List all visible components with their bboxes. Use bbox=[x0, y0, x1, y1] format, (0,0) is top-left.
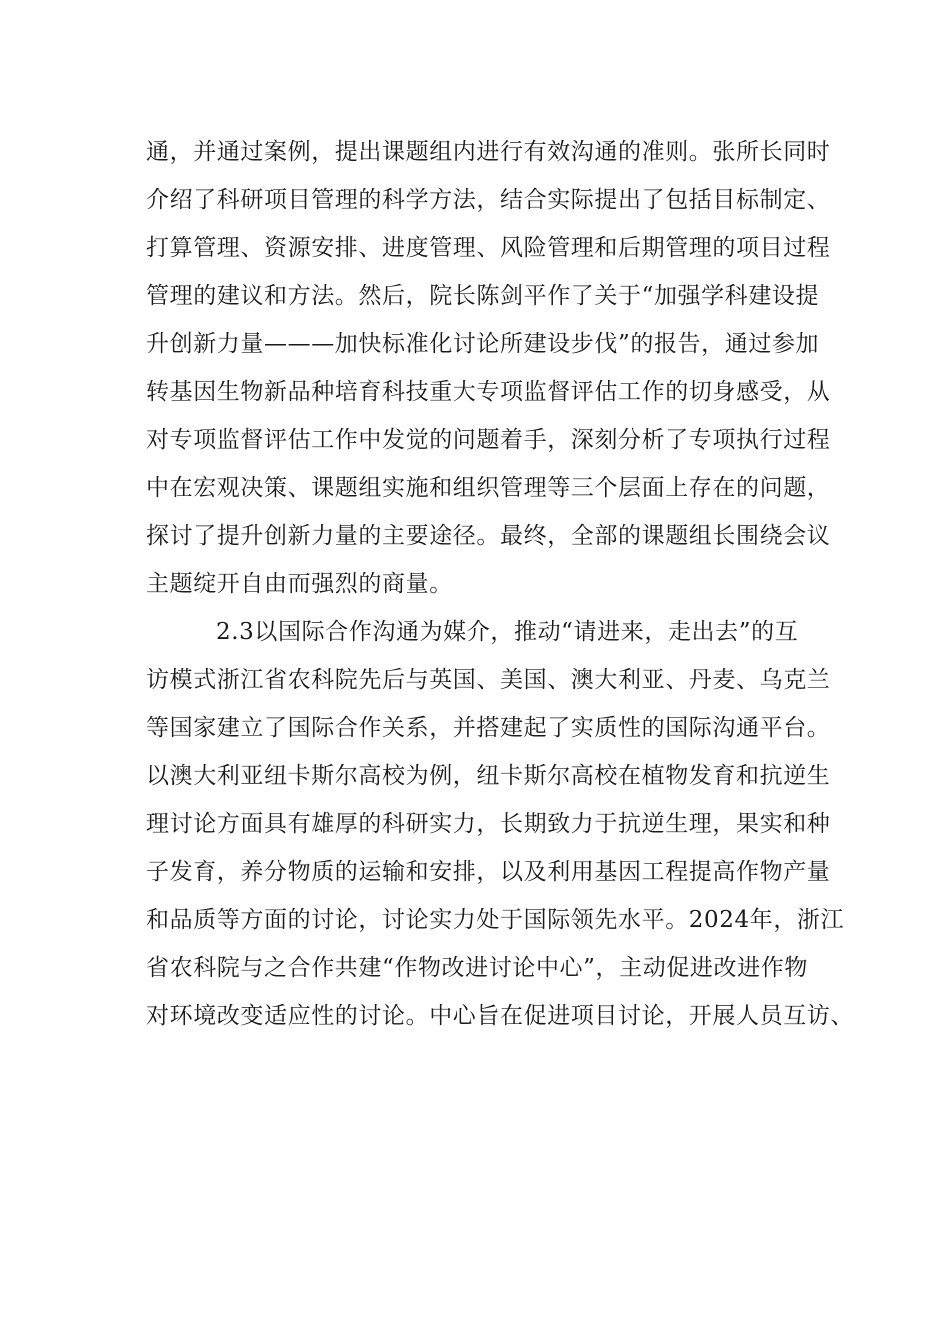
text-line: 升创新力量———加快标准化讨论所建设步伐”的报告，通过参加 bbox=[146, 331, 820, 357]
text-line: 对环境改变适应性的讨论。中心旨在促进项目讨论，开展人员互访、 bbox=[146, 1003, 854, 1029]
text-line: 子发育，养分物质的运输和安排，以及利用基因工程提高作物产量 bbox=[146, 859, 831, 885]
text-line: 主题绽开自由而强烈的商量。 bbox=[146, 571, 453, 597]
text-line: 访模式浙江省农科院先后与英国、美国、澳大利亚、丹麦、乌克兰 bbox=[146, 667, 831, 693]
section-heading-line: 2.3以国际合作沟通为媒介，推动“请进来，走出去”的互 bbox=[216, 619, 799, 645]
text-line: 对专项监督评估工作中发觉的问题着手，深刻分析了专项执行过程 bbox=[146, 427, 831, 453]
text-line: 中在宏观决策、课题组实施和组织管理等三个层面上存在的问题， bbox=[146, 475, 831, 501]
text-line: 打算管理、资源安排、进度管理、风险管理和后期管理的项目过程 bbox=[146, 235, 831, 261]
text-line: 介绍了科研项目管理的科学方法，结合实际提出了包括目标制定、 bbox=[146, 187, 831, 213]
text-line: 以澳大利亚纽卡斯尔高校为例，纽卡斯尔高校在植物发育和抗逆生 bbox=[146, 763, 831, 789]
text-line: 和品质等方面的讨论，讨论实力处于国际领先水平。2024年，浙江 bbox=[146, 907, 845, 933]
text-line: 管理的建议和方法。然后，院长陈剑平作了关于“加强学科建设提 bbox=[146, 283, 820, 309]
body-text bbox=[146, 128, 854, 1040]
text-line: 转基因生物新品种培育科技重大专项监督评估工作的切身感受，从 bbox=[146, 379, 831, 405]
text-line: 省农科院与之合作共建“作物改进讨论中心”，主动促进改进作物 bbox=[146, 955, 808, 981]
text-line: 等国家建立了国际合作关系，并搭建起了实质性的国际沟通平台。 bbox=[146, 715, 831, 741]
text-line: 理讨论方面具有雄厚的科研实力，长期致力于抗逆生理，果实和种 bbox=[146, 811, 831, 837]
text-line: 通，并通过案例，提出课题组内进行有效沟通的准则。张所长同时 bbox=[146, 139, 831, 165]
text-line: 探讨了提升创新力量的主要途径。最终，全部的课题组长围绕会议 bbox=[146, 523, 831, 549]
